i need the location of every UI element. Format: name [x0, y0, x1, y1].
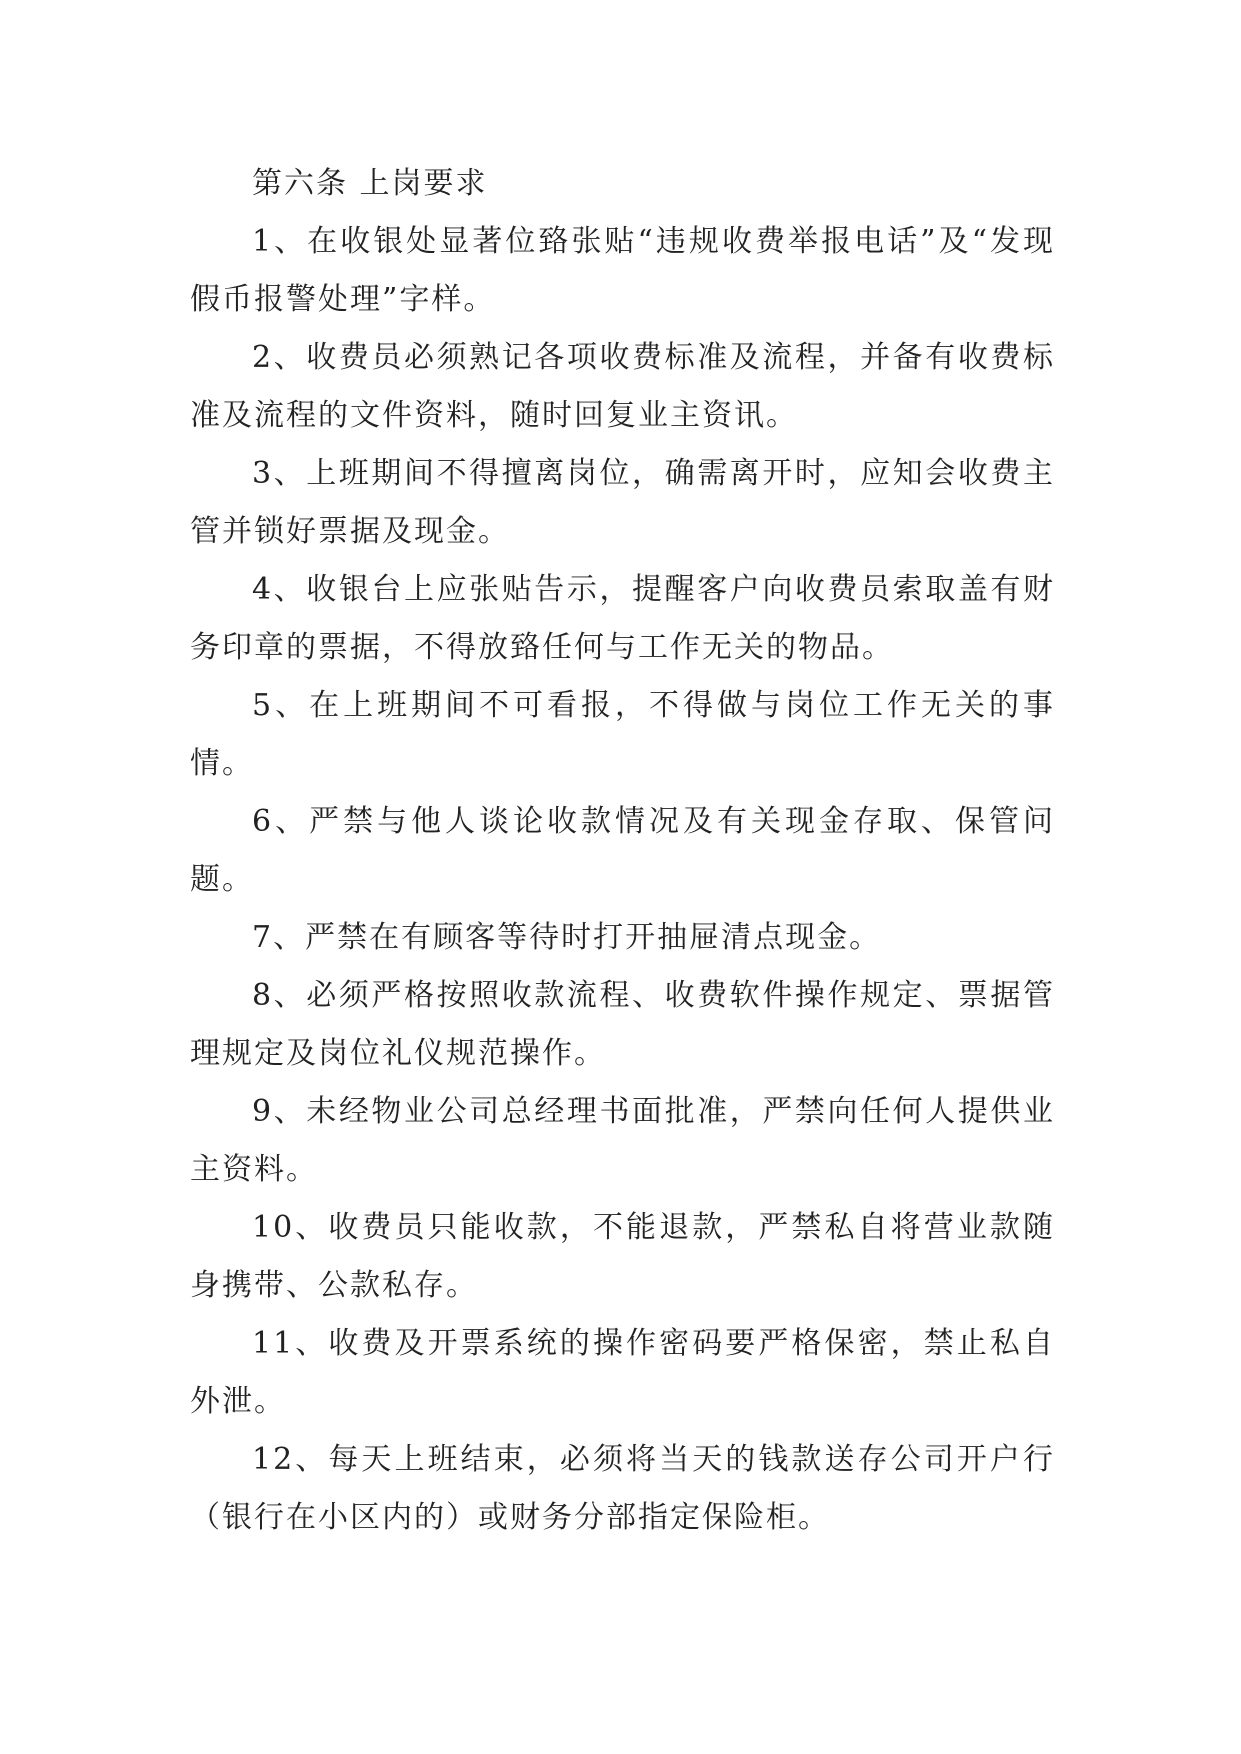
list-item: 10、收费员只能收款，不能退款，严禁私自将营业款随身携带、公款私存。: [190, 1210, 1055, 1303]
document-body: [190, 155, 1055, 1547]
list-item: 9、未经物业公司总经理书面批准，严禁向任何人提供业主资料。: [190, 1094, 1055, 1187]
list-item: 2、收费员必须熟记各项收费标准及流程，并备有收费标准及流程的文件资料，随时回复业主资讯。: [190, 340, 1055, 433]
list-item: 1、在收银处显著位臵张贴“违规收费举报电话”及“发现假币报警处理”字样。: [190, 224, 1055, 317]
list-item: 3、上班期间不得擅离岗位，确需离开时，应知会收费主管并锁好票据及现金。: [190, 456, 1055, 549]
section-heading: 第六条 上岗要求: [252, 166, 488, 201]
list-item: 8、必须严格按照收款流程、收费软件操作规定、票据管理规定及岗位礼仪规范操作。: [190, 978, 1055, 1071]
list-item: 11、收费及开票系统的操作密码要严格保密，禁止私自外泄。: [190, 1326, 1055, 1419]
list-item: 12、每天上班结束，必须将当天的钱款送存公司开户行（银行在小区内的）或财务分部指定保险柜。: [190, 1442, 1055, 1535]
list-item: 5、在上班期间不可看报，不得做与岗位工作无关的事情。: [190, 688, 1055, 781]
list-item: 6、严禁与他人谈论收款情况及有关现金存取、保管问题。: [190, 804, 1055, 897]
list-item: 4、收银台上应张贴告示，提醒客户向收费员索取盖有财务印章的票据，不得放臵任何与工作无关的物品。: [190, 572, 1055, 665]
list-item: 7、严禁在有顾客等待时打开抽屉清点现金。: [252, 920, 882, 955]
